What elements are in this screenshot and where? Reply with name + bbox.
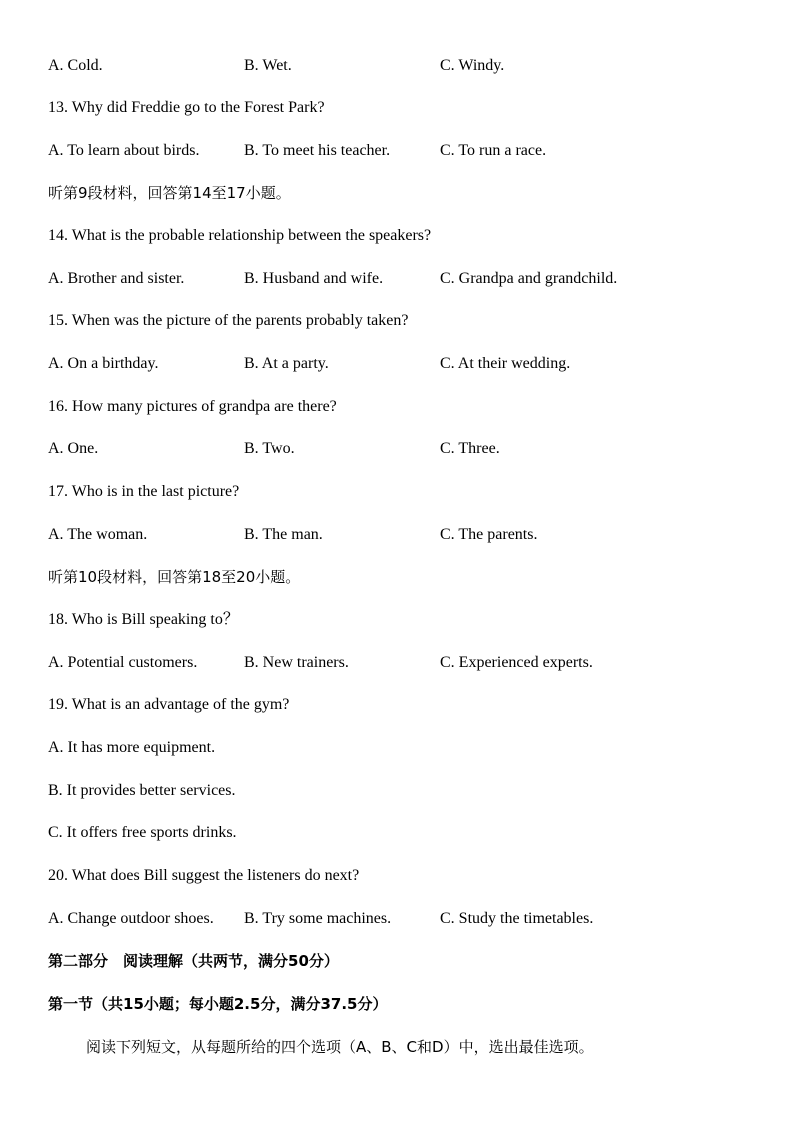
q13-option-b: B. To meet his teacher. (244, 142, 391, 159)
question-16: 16. How many pictures of grandpa are there? (48, 398, 337, 415)
q17-option-c: C. The parents. (440, 526, 538, 543)
q18-option-c: C. Experienced experts. (440, 654, 593, 671)
part-2-instruction: 阅读下列短文，从每题所给的四个选项（A、B、C和D）中，选出最佳选项。 (86, 1038, 594, 1056)
q12-option-a: A. Cold. (48, 57, 103, 74)
q19-option-c: C. It offers free sports drinks. (48, 824, 237, 841)
q14-option-a: A. Brother and sister. (48, 270, 185, 287)
q20-option-c: C. Study the timetables. (440, 910, 594, 927)
q17-option-b: B. The man. (244, 526, 323, 543)
q12-option-c: C. Windy. (440, 57, 505, 74)
q20-option-a: A. Change outdoor shoes. (48, 910, 214, 927)
q16-option-a: A. One. (48, 440, 99, 457)
question-19: 19. What is an advantage of the gym? (48, 696, 290, 713)
q20-option-b: B. Try some machines. (244, 910, 392, 927)
q14-option-c: C. Grandpa and grandchild. (440, 270, 618, 287)
q16-option-c: C. Three. (440, 440, 500, 457)
q19-option-a: A. It has more equipment. (48, 739, 216, 756)
part-2-title: 第二部分 阅读理解（共两节，满分50分） (48, 952, 339, 970)
question-17: 17. Who is in the last picture? (48, 483, 240, 500)
q12-option-b: B. Wet. (244, 57, 292, 74)
q18-option-a: A. Potential customers. (48, 654, 198, 671)
q18-option-b: B. New trainers. (244, 654, 349, 671)
q15-option-c: C. At their wedding. (440, 355, 571, 372)
q15-option-b: B. At a party. (244, 355, 329, 372)
section-10-instruction: 听第10段材料，回答第18至20小题。 (48, 568, 301, 586)
q15-option-a: A. On a birthday. (48, 355, 159, 372)
question-13: 13. Why did Freddie go to the Forest Park? (48, 99, 325, 116)
question-15: 15. When was the picture of the parents probably taken? (48, 312, 409, 329)
question-18: 18. Who is Bill speaking to？ (48, 611, 239, 628)
question-20: 20. What does Bill suggest the listeners do next? (48, 867, 360, 884)
question-14: 14. What is the probable relationship between the speakers? (48, 227, 432, 244)
q17-option-a: A. The woman. (48, 526, 148, 543)
part-2-section-1: 第一节（共15小题；每小题2.5分，满分37.5分） (48, 995, 388, 1013)
q13-option-a: A. To learn about birds. (48, 142, 200, 159)
q19-option-b: B. It provides better services. (48, 782, 236, 799)
q16-option-b: B. Two. (244, 440, 295, 457)
section-9-instruction: 听第9段材料，回答第14至17小题。 (48, 184, 291, 202)
q13-option-c: C. To run a race. (440, 142, 547, 159)
q14-option-b: B. Husband and wife. (244, 270, 384, 287)
